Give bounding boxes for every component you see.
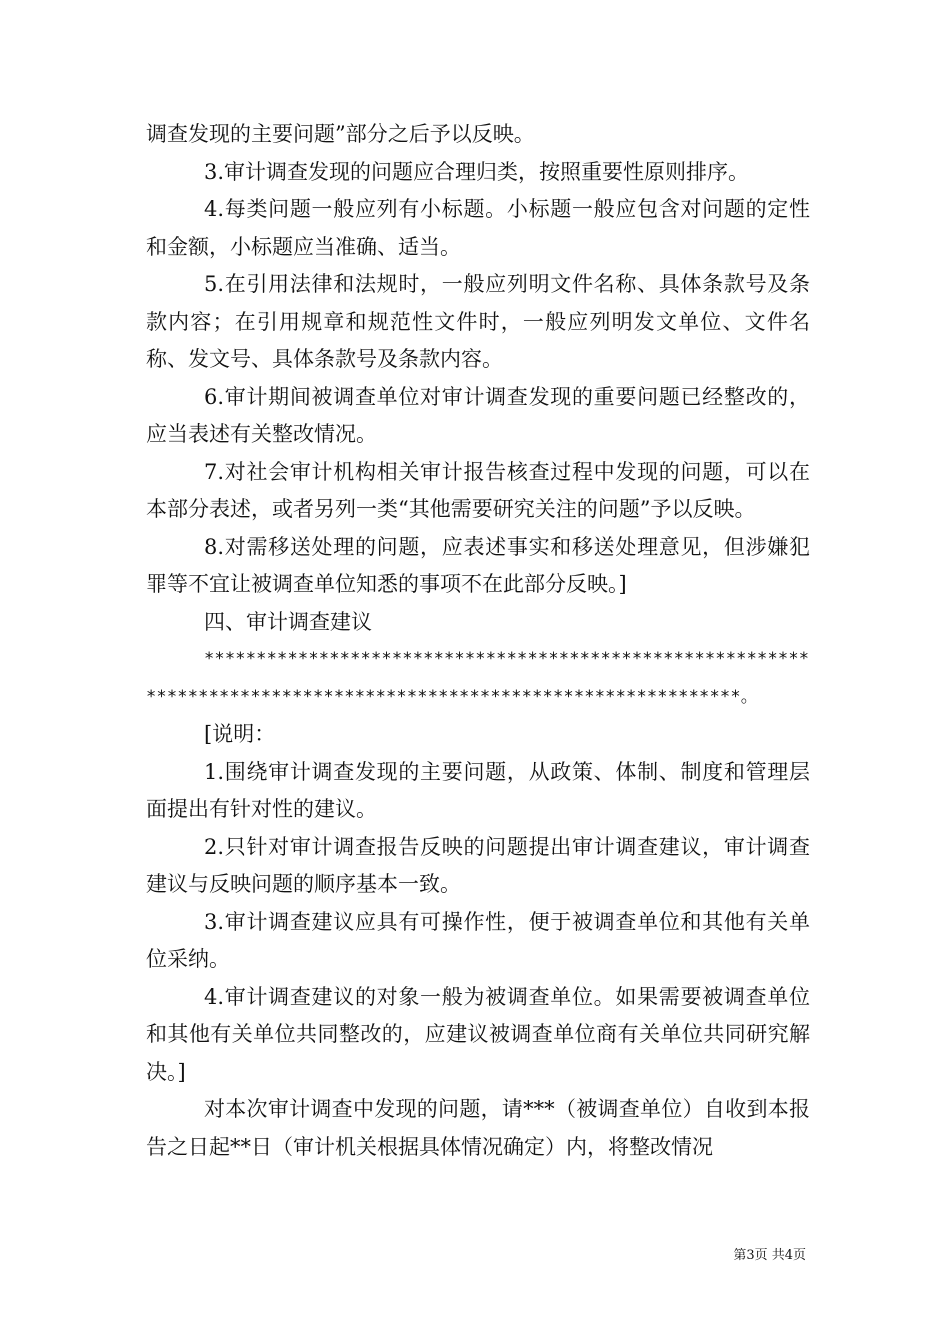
recommendation-note-2: 2.只针对审计调查报告反映的问题提出审计调查建议，审计调查建议与反映问题的顺序基本一致。 — [146, 834, 810, 896]
notes-heading: [说明： — [204, 722, 276, 746]
recommendation-note-4: 4.审计调查建议的对象一般为被调查单位。如果需要被调查单位和其他有关单位共同整改的，应建议被调查单位商有关单位共同研究解决。] — [146, 984, 810, 1084]
paragraph-item-4: 4.每类问题一般应列有小标题。小标题一般应包含对问题的定性和金额，小标题应当准确、适当。 — [146, 197, 810, 259]
section-heading-4: 四、审计调查建议 — [204, 609, 372, 634]
paragraph-item-5: 5.在引用法律和法规时，一般应列明文件名称、具体条款号及条款内容；在引用规章和规范性文件时，一般应列明发文单位、文件名称、发文号、具体条款号及条款内容。 — [146, 272, 810, 371]
recommendation-note-3: 3.审计调查建议应具有可操作性，便于被调查单位和其他有关单位采纳。 — [146, 909, 810, 971]
page-number-footer: 第3页 共4页 — [733, 1248, 806, 1263]
placeholder-asterisk-line: *******************************************************************************************************************。 — [146, 649, 810, 707]
paragraph-continuation: 调查发现的主要问题”部分之后予以反映。 — [146, 122, 535, 146]
closing-paragraph: 对本次审计调查中发现的问题，请***（被调查单位）自收到本报告之日起**日（审计机关根据具体情况确定）内，将整改情况 — [146, 1097, 810, 1159]
document-body — [146, 116, 810, 1166]
paragraph-item-6: 6.审计期间被调查单位对审计调查发现的重要问题已经整改的，应当表述有关整改情况。 — [146, 384, 810, 446]
recommendation-note-1: 1.围绕审计调查发现的主要问题，从政策、体制、制度和管理层面提出有针对性的建议。 — [146, 759, 810, 821]
paragraph-item-3: 3.审计调查发现的问题应合理归类，按照重要性原则排序。 — [204, 159, 750, 184]
paragraph-item-7: 7.对社会审计机构相关审计报告核查过程中发现的问题，可以在本部分表述，或者另列一类“其他需要研究关注的问题”予以反映。 — [146, 459, 810, 521]
paragraph-item-8: 8.对需移送处理的问题，应表述事实和移送处理意见，但涉嫌犯罪等不宜让被调查单位知悉的事项不在此部分反映。] — [146, 534, 810, 596]
